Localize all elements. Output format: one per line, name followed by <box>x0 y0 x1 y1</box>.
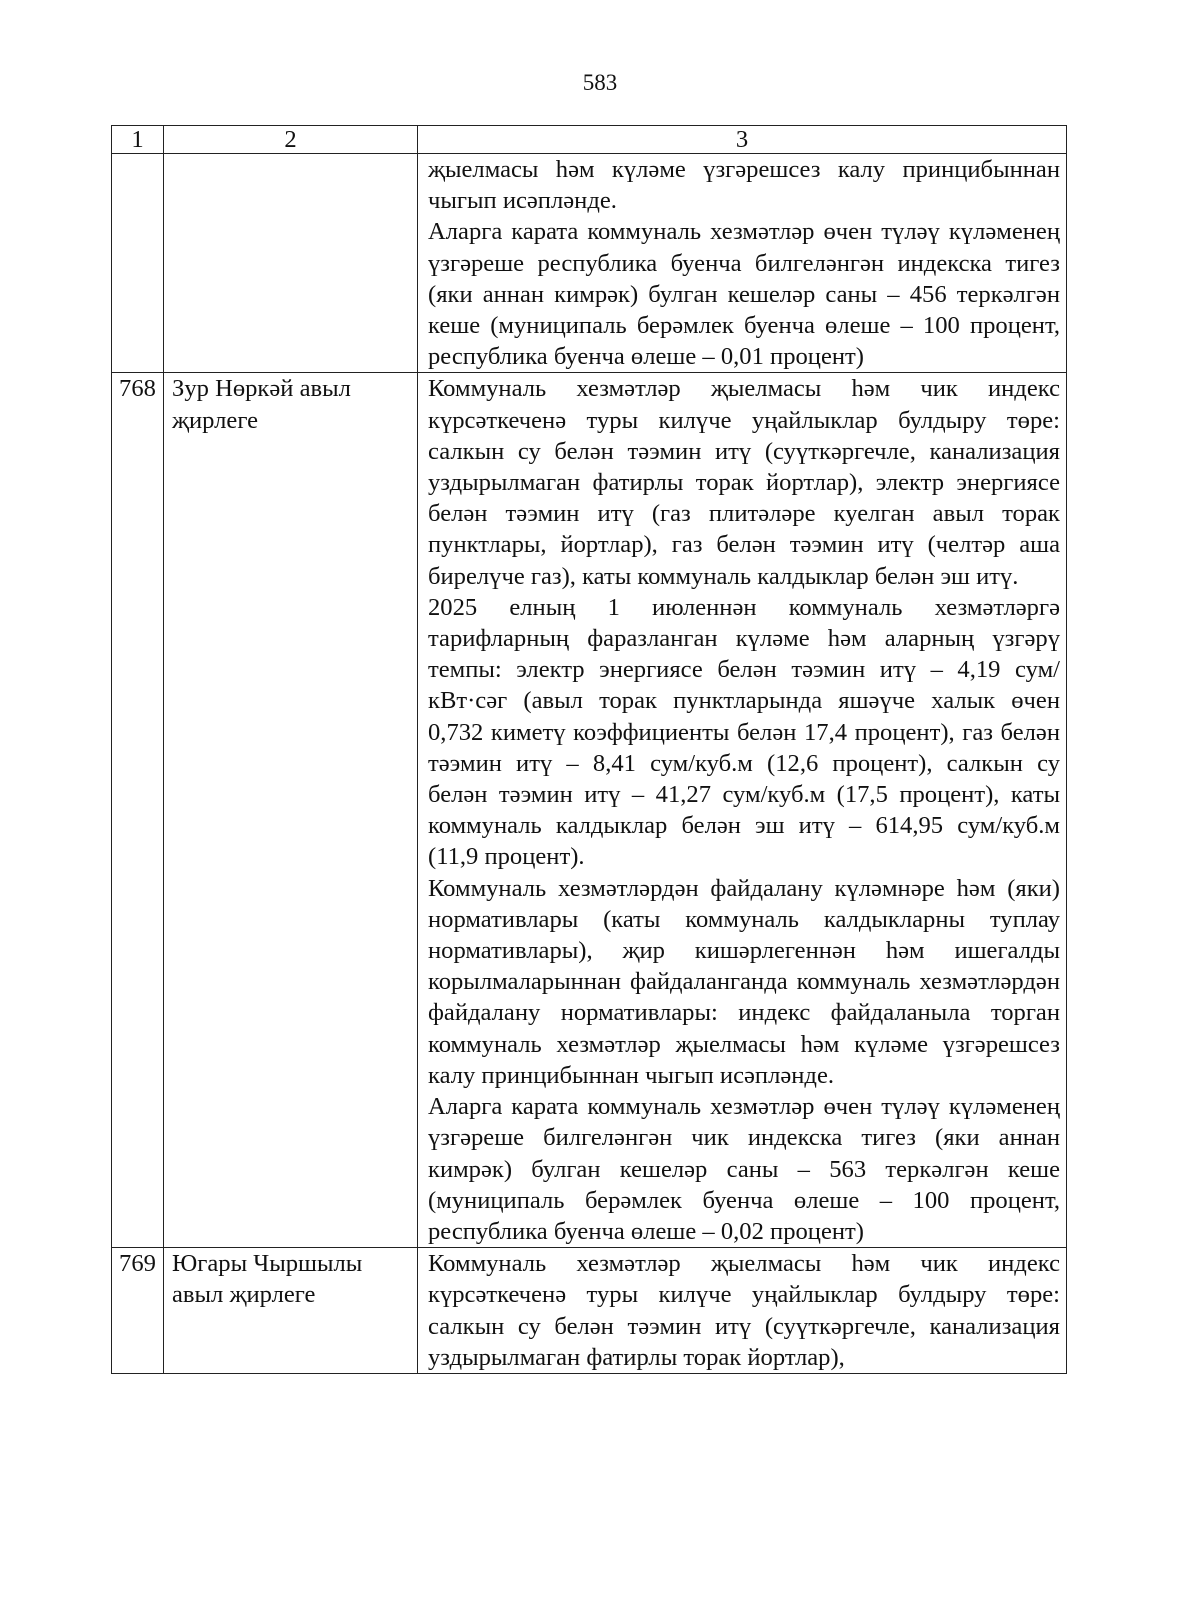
table-row-768 <box>112 373 1067 1248</box>
document-table <box>111 125 1067 1374</box>
paragraph: Коммуналь хезмәтләр җыелмасы һәм чик индекс күрсәткеченә туры килүче уңайлыклар булдыру төре: салкын су белән тәэмин итү (суүткәргечле, канализация уздырылмаган фатирлы торак йортлар), электр энергиясе белән тәэмин итү (газ плитәләре куелган авыл торак пунктлары, йортлар), газ белән тәэмин итү (челтәр аша бирелүче газ), каты коммуналь калдыклар белән эш итү. <box>428 375 1060 590</box>
paragraph: 2025 елның 1 июленнән коммуналь хезмәтләргә тарифларның фаразланган күләме һәм аларның үзгәрү темпы: электр энергиясе белән тәэмин итү – 4,19 сум/кВт·сәг (авыл торак пунктларында яшәүче халык өчен 0,732 киметү коэффициенты белән 17,4 процент), газ белән тәэмин итү – 8,41 сум/куб.м (12,6 процент), салкын су белән тәэмин итү – 41,27 сум/куб.м (17,5 процент), каты коммуналь калдыклар белән эш итү – 614,95 сум/куб.м (11,9 процент). <box>428 593 1060 871</box>
settlement-name-cell: Зур Нөркәй авыл җирлеге <box>164 373 418 1248</box>
page-number: 583 <box>582 70 618 95</box>
row-number-cell: 768 <box>112 373 164 1248</box>
table-header-row <box>112 126 1067 154</box>
table-row-769 <box>112 1248 1067 1374</box>
description-cell <box>418 373 1067 1248</box>
settlement-name-cell <box>164 154 418 373</box>
paragraph: Коммуналь хезмәтләр җыелмасы һәм чик индекс күрсәткеченә туры килүче уңайлыклар булдыру төре: салкын су белән тәэмин итү (суүткәргечле, канализация уздырылмаган фатирлы торак йортлар), <box>428 1250 1060 1371</box>
paragraph: Коммуналь хезмәтләрдән файдалану күләмнәре һәм (яки) нормативлары (каты коммуналь калдыкларны туплау нормативлары), җир кишәрлегеннән һәм ишегалды корылмаларыннан файдаланганда коммуналь хезмәтләрдән файдалану нормативлары: индекс файдаланыла торган коммуналь хезмәтләр җыелмасы һәм күләме үзгәрешсез калу принцибыннан чыгып исәпләнде. <box>428 874 1060 1089</box>
paragraph: Аларга карата коммуналь хезмәтләр өчен түләү күләменең үзгәреше билгеләнгән чик индекска тигез (яки аннан кимрәк) булган кешеләр саны – 563 теркәлгән кеше (муниципаль берәмлек буенча өлеше – 100 процент, республика буенча өлеше – 0,02 процент) <box>428 1093 1060 1245</box>
description-cell <box>418 1248 1067 1374</box>
settlement-name-cell: Югары Чыршылы авыл җирлеге <box>164 1248 418 1374</box>
description-cell <box>418 154 1067 373</box>
paragraph: җыелмасы һәм күләме үзгәрешсез калу принцибыннан чыгып исәпләнде. <box>428 156 1060 215</box>
paragraph: Аларга карата коммуналь хезмәтләр өчен түләү күләменең үзгәреше республика буенча билгеләнгән индекска тигез (яки аннан кимрәк) булган кешеләр саны – 456 теркәлгән кеше (муниципаль берәмлек буенча өлеше – 100 процент, республика буенча өлеше – 0,01 процент) <box>428 218 1060 371</box>
column-header-2: 2 <box>164 126 418 154</box>
row-number-cell: 769 <box>112 1248 164 1374</box>
table-row-continuation <box>112 154 1067 373</box>
column-header-3: 3 <box>418 126 1067 154</box>
column-header-1: 1 <box>112 126 164 154</box>
row-number-cell <box>112 154 164 373</box>
